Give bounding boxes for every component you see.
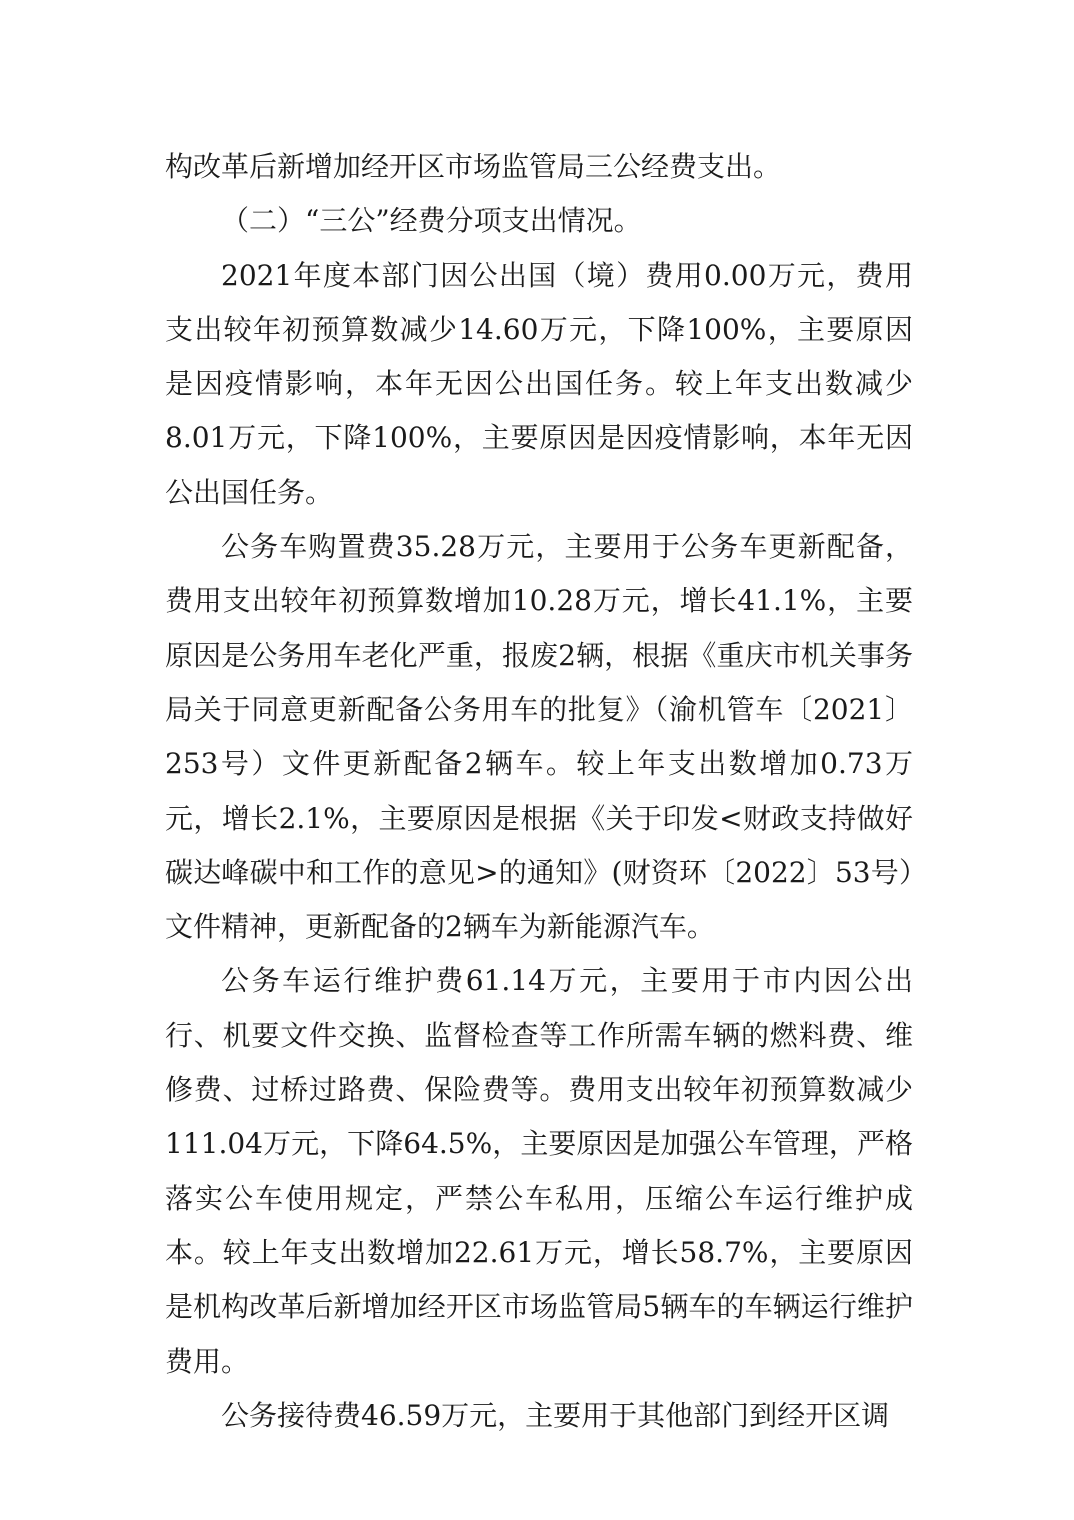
paragraph-travel-abroad: 2021年度本部门因公出国（境）费用0.00万元，费用支出较年初预算数减少14.60万元，下降100%，主要原因是因疫情影响，本年无因公出国任务。较上年支出数减少8.01万元，下降100%，主要原因是因疫情影响，本年无因公出国任务。	[165, 258, 913, 509]
paragraph-vehicle-maintenance: 公务车运行维护费61.14万元，主要用于市内因公出行、机要文件交换、监督检查等工作所需车辆的燃料费、维修费、过桥过路费、保险费等。费用支出较年初预算数减少111.04万元，下降64.5%，主要原因是加强公车管理，严格落实公车使用规定，严禁公车私用，压缩公车运行维护成本。较上年支出数增加22.61万元，增长58.7%，主要原因是机构改革后新增加经开区市场监管局5辆车的车辆运行维护费用。	[165, 964, 913, 1378]
paragraph-vehicle-purchase: 公务车购置费35.28万元，主要用于公务车更新配备，费用支出较年初预算数增加10.28万元，增长41.1%，主要原因是公务用车老化严重，报废2辆，根据《重庆市机关事务局关于同意更新配备公务用车的批复》（渝机管车〔2021〕253号）文件更新配备2辆车。较上年支出数增加0.73万元，增长2.1%，主要原因是根据《关于印发<财政支持做好碳达峰碳中和工作的意见>的通知》(财资环〔2022〕53号）文件精神，更新配备的2辆车为新能源汽车。	[165, 530, 913, 944]
section-heading: （二）“三公”经费分项支出情况。	[221, 204, 642, 238]
paragraph-continuation: 构改革后新增加经开区市场监管局三公经费支出。	[165, 150, 782, 183]
document-body	[165, 140, 913, 1443]
paragraph-reception: 公务接待费46.59万元，主要用于其他部门到经开区调	[221, 1398, 890, 1432]
